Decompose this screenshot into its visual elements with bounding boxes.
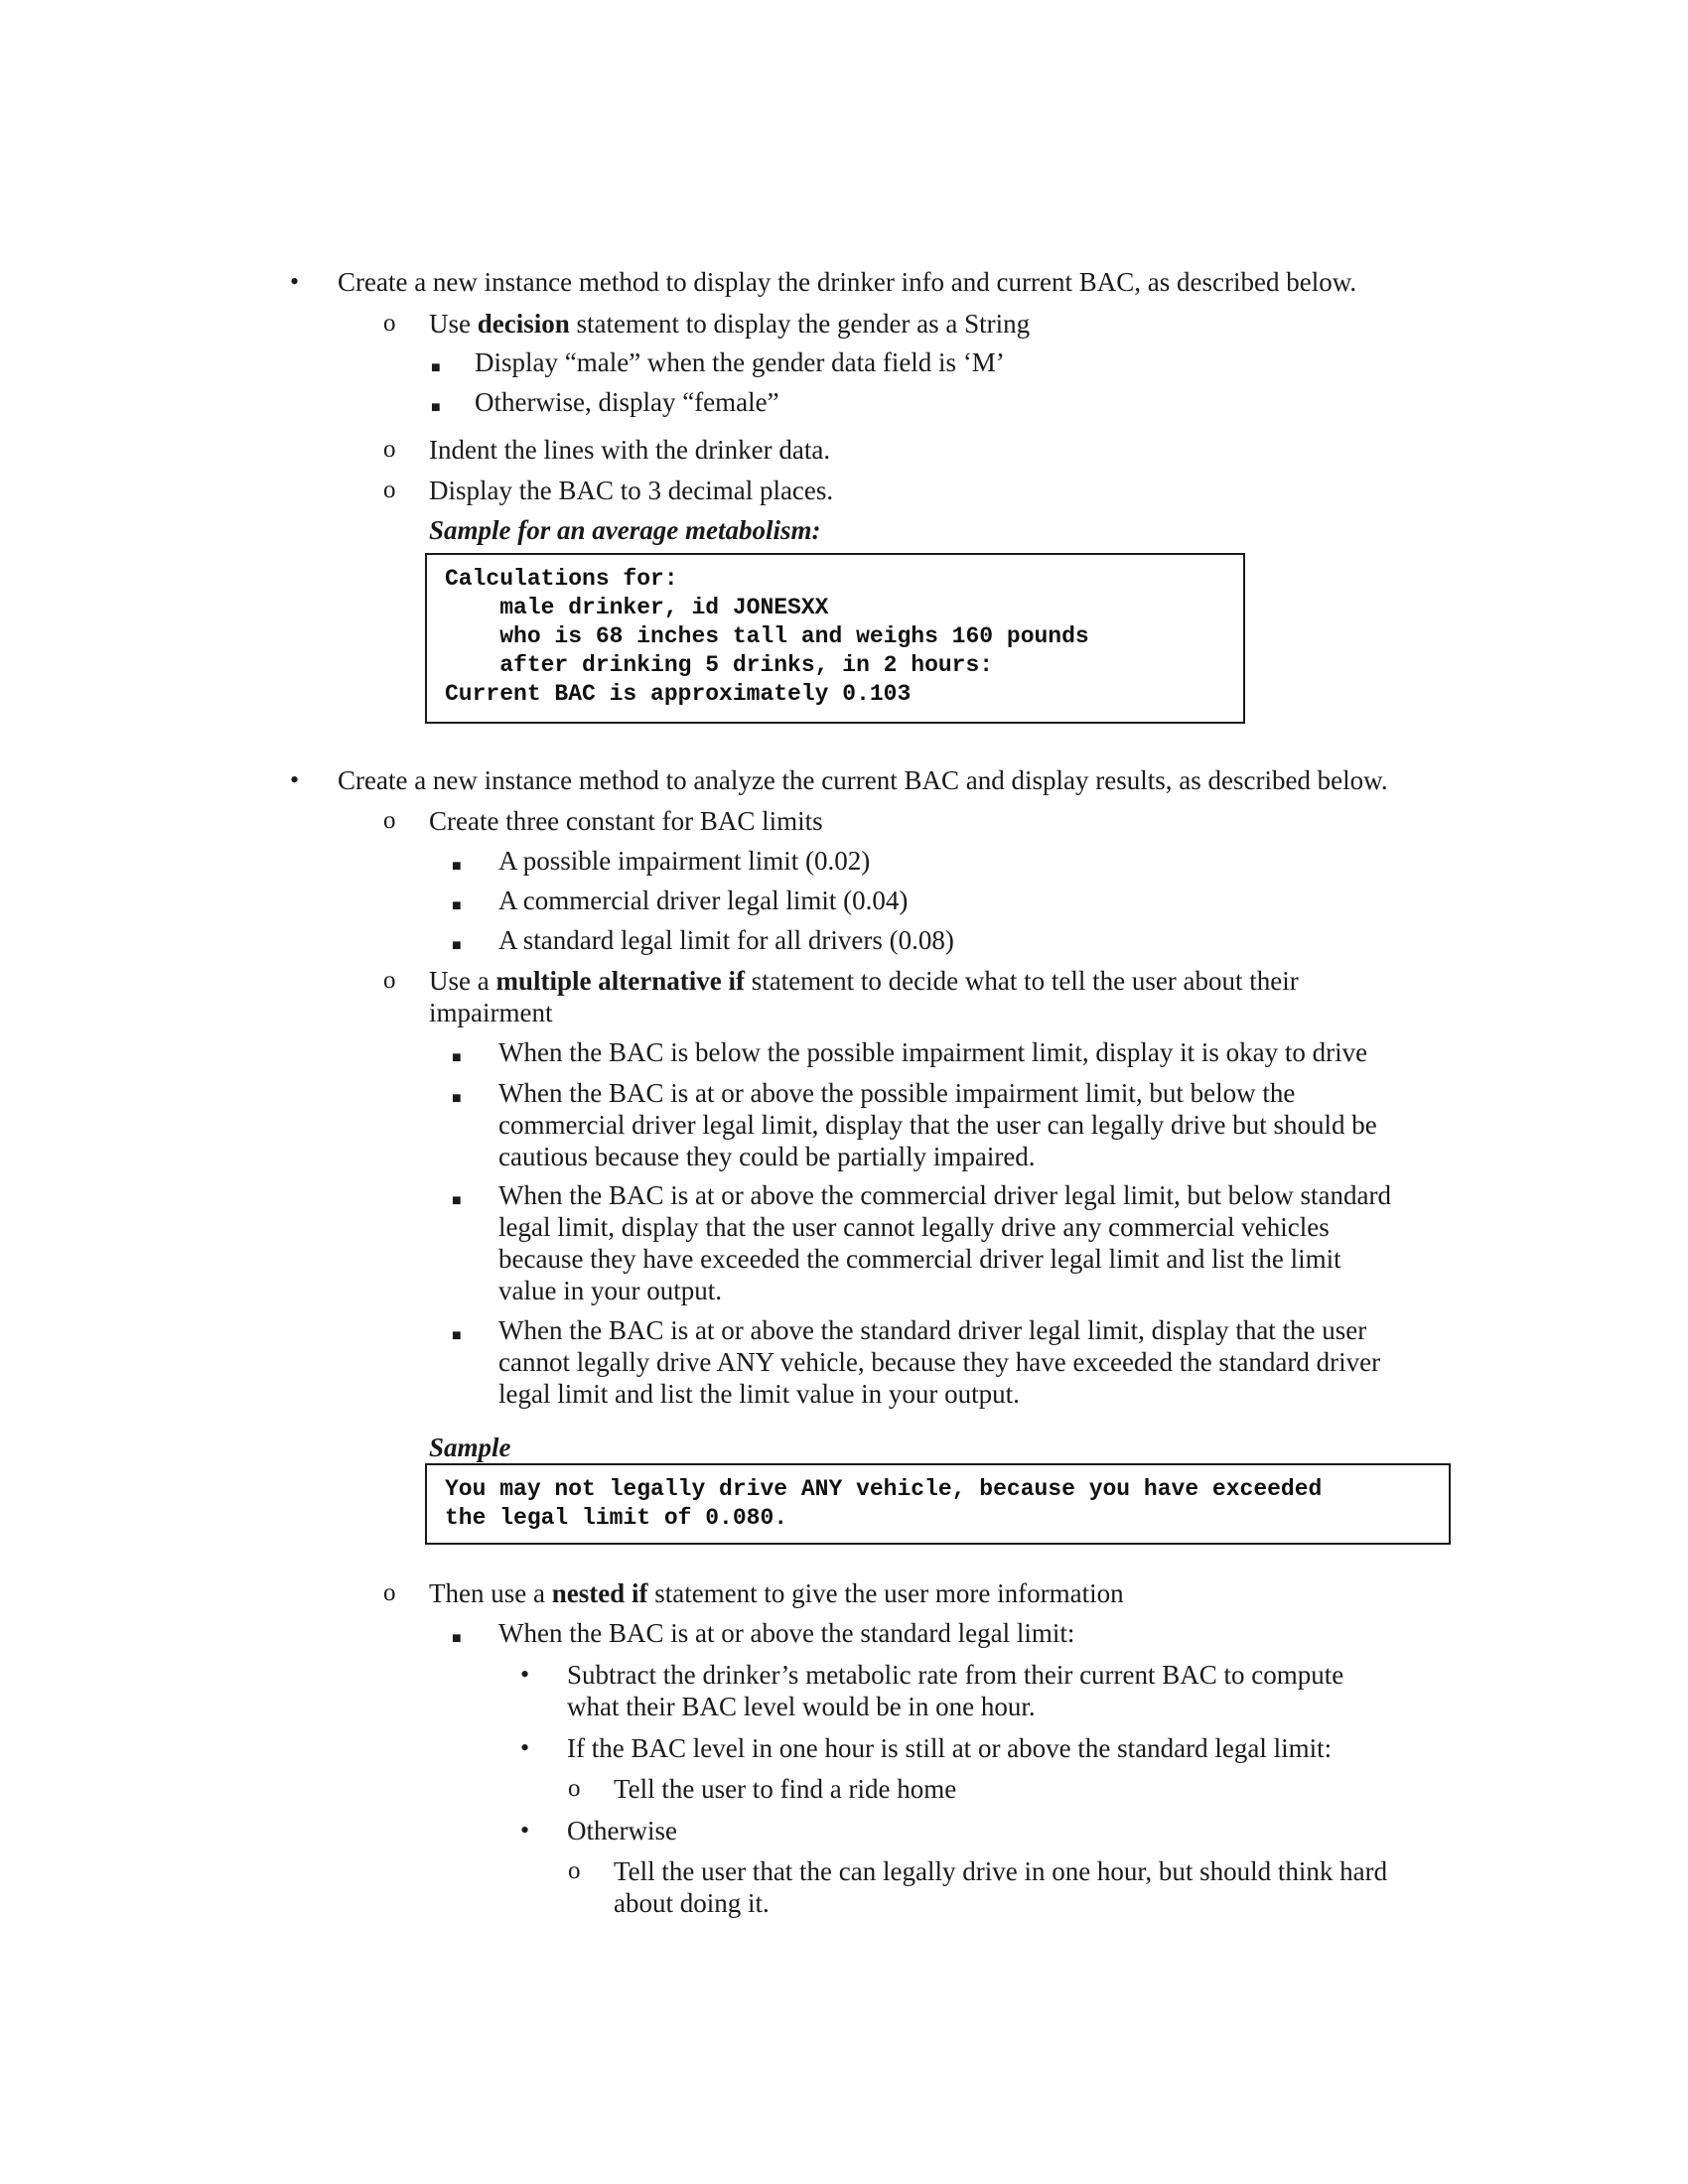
case-item: When the BAC is at or above the possible impairment limit, but below the [498, 1078, 1296, 1108]
section2-heading: Create a new instance method to analyze the current BAC and display results, as described below. [338, 765, 1388, 795]
limit-item: A commercial driver legal limit (0.04) [498, 886, 909, 915]
bullet-disc: • [290, 267, 300, 296]
case-item: When the BAC is below the possible impairment limit, display it is okay to drive [498, 1037, 1368, 1067]
nested-point: If the BAC level in one hour is still at or above the standard legal limit: [567, 1733, 1333, 1763]
bullet-square: ■ [452, 937, 462, 954]
code-line: the legal limit of 0.080. [445, 1505, 788, 1531]
code-line: after drinking 5 drinks, in 2 hours: [445, 652, 994, 678]
gender-item-female: Otherwise, display “female” [475, 387, 779, 417]
section1-sub-indent: Indent the lines with the drinker data. [429, 435, 831, 465]
bullet-circle: o [383, 1579, 396, 1606]
case-item: When the BAC is at or above the standard driver legal limit, display that the user [498, 1315, 1367, 1345]
case-item: When the BAC is at or above the commercial driver legal limit, but below standard [498, 1180, 1391, 1210]
case-item-cont: cannot legally drive ANY vehicle, because they have exceeded the standard driver [498, 1347, 1381, 1377]
code-line: male drinker, id JONESXX [445, 595, 829, 620]
bullet-square: ■ [452, 1090, 462, 1107]
bullet-circle: o [383, 967, 396, 994]
nested-subpoint-cont: about doing it. [614, 1888, 770, 1918]
code-line: Current BAC is approximately 0.103 [445, 681, 912, 707]
case-item-cont: cautious because they could be partially impaired. [498, 1142, 1036, 1171]
limit-item: A standard legal limit for all drivers (0.08) [498, 925, 954, 955]
gender-item-male: Display “male” when the gender data field is ‘M’ [475, 347, 1005, 377]
limit-item: A possible impairment limit (0.02) [498, 846, 871, 876]
bullet-disc: • [520, 1816, 530, 1844]
bullet-disc: • [520, 1733, 530, 1762]
bullet-square: ■ [452, 897, 462, 914]
nested-item: When the BAC is at or above the standard legal limit: [498, 1618, 1075, 1648]
bullet-square: ■ [452, 858, 462, 875]
code-line: You may not legally drive ANY vehicle, because you have exceeded [445, 1476, 1323, 1502]
bullet-circle: o [383, 436, 396, 463]
section1-heading: Create a new instance method to display the drinker info and current BAC, as described below. [338, 267, 1357, 297]
case-item-cont: commercial driver legal limit, display that the user can legally drive but should be [498, 1110, 1377, 1140]
nested-point: Subtract the drinker’s metabolic rate from their current BAC to compute [567, 1660, 1344, 1690]
sample-message-box [425, 1463, 1451, 1545]
case-item-cont: because they have exceeded the commercial driver legal limit and list the limit [498, 1244, 1341, 1274]
bullet-circle: o [383, 477, 396, 503]
bullet-square: ■ [431, 359, 441, 376]
bullet-disc: • [290, 765, 300, 794]
bullet-square: ■ [452, 1630, 462, 1647]
bullet-circle: o [383, 807, 396, 834]
bullet-square: ■ [431, 399, 441, 416]
bullet-square: ■ [452, 1192, 462, 1209]
sample-label-metabolism: Sample for an average metabolism: [429, 515, 821, 545]
bullet-square: ■ [452, 1327, 462, 1344]
section2-sub-nested-if: Then use a nested if statement to give the user more information [429, 1578, 1124, 1608]
case-item-cont: legal limit, display that the user cannot legally drive any commercial vehicles [498, 1212, 1330, 1242]
code-line: Calculations for: [445, 566, 678, 592]
bullet-square: ■ [452, 1049, 462, 1066]
sample-output-box [425, 553, 1245, 724]
bullet-disc: • [520, 1660, 530, 1689]
case-item-cont: legal limit and list the limit value in your output. [498, 1379, 1020, 1409]
case-item-cont: value in your output. [498, 1276, 722, 1305]
nested-subpoint: Tell the user to find a ride home [614, 1774, 957, 1804]
section1-sub-decision: Use decision statement to display the gender as a String [429, 309, 1031, 339]
code-line: who is 68 inches tall and weighs 160 pounds [445, 623, 1089, 649]
bullet-circle: o [568, 1857, 581, 1884]
section2-sub-multiple-if: Use a multiple alternative if statement to decide what to tell the user about their [429, 966, 1299, 996]
nested-subpoint: Tell the user that the can legally drive in one hour, but should think hard [614, 1856, 1388, 1886]
sample-label: Sample [429, 1433, 511, 1462]
section2-sub-constants: Create three constant for BAC limits [429, 806, 823, 836]
nested-point: Otherwise [567, 1816, 677, 1845]
bullet-circle: o [383, 310, 396, 337]
bullet-circle: o [568, 1775, 581, 1802]
nested-point-cont: what their BAC level would be in one hour. [567, 1692, 1036, 1721]
section2-sub-multiple-if-cont: impairment [429, 998, 553, 1027]
section1-sub-decimal: Display the BAC to 3 decimal places. [429, 476, 834, 505]
